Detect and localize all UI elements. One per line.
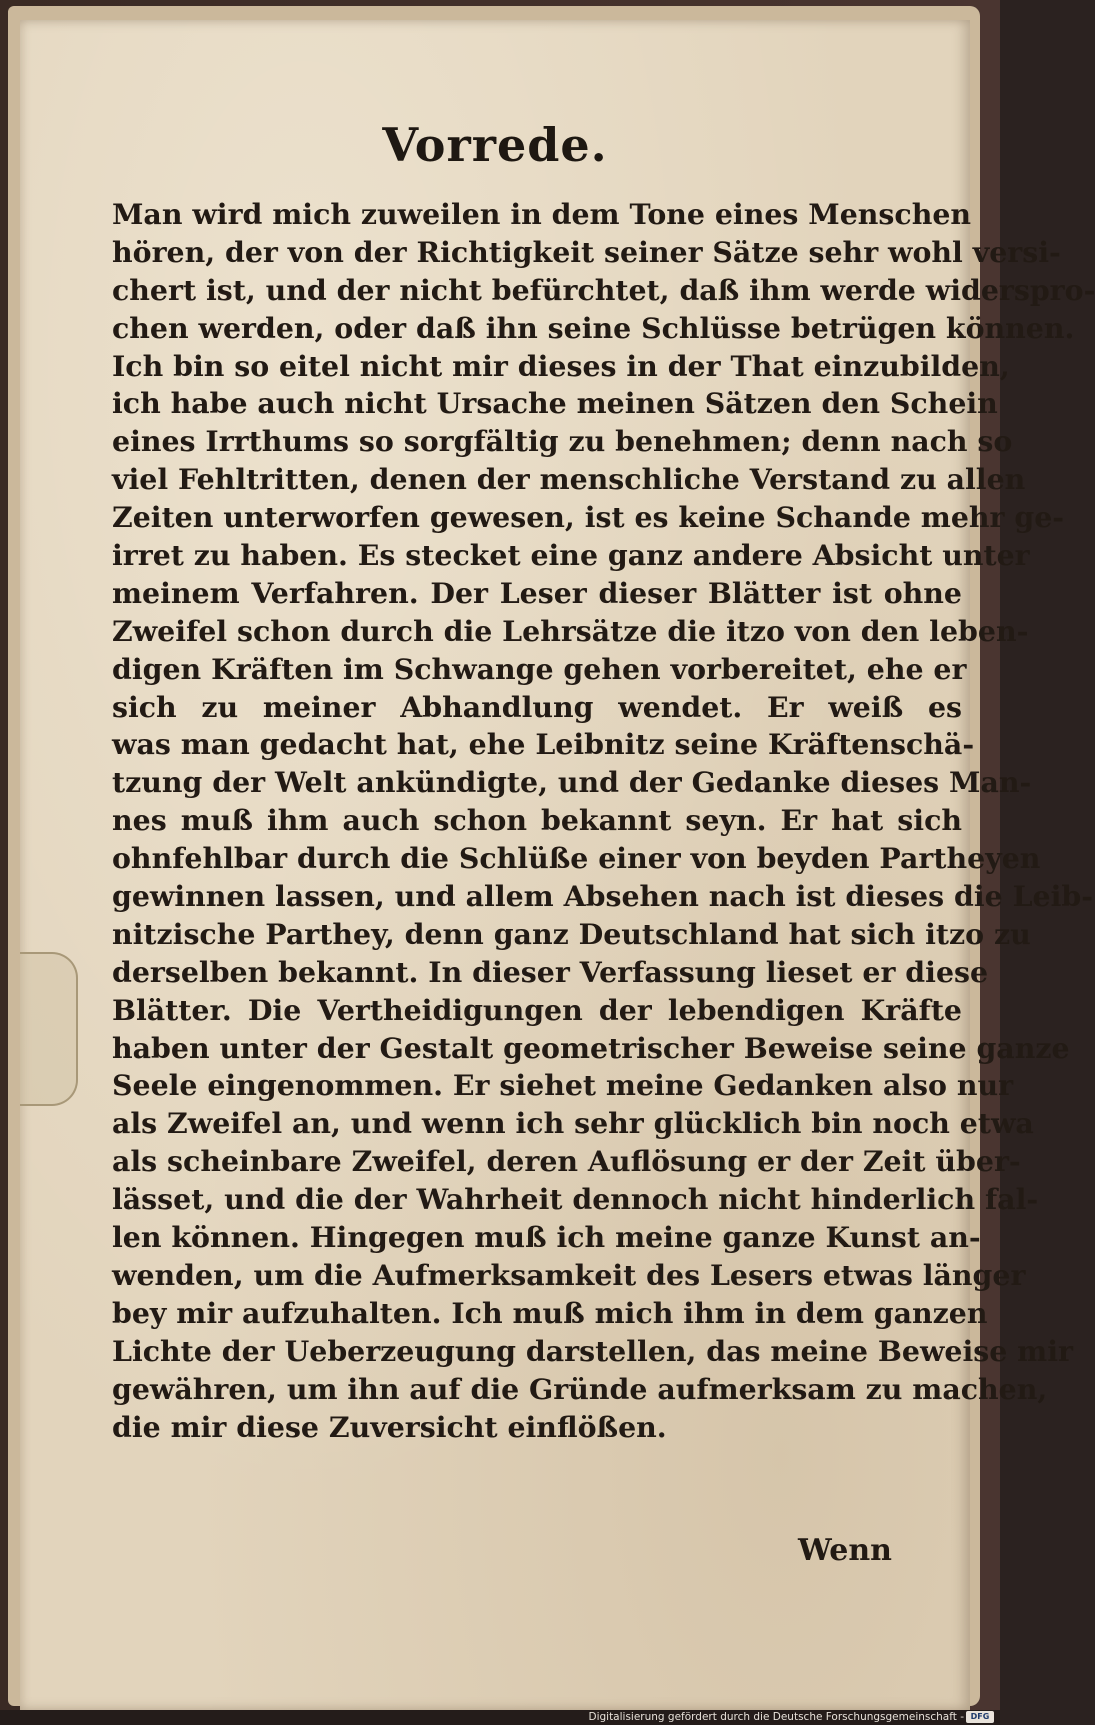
page-clip-tab	[20, 952, 78, 1106]
text-line: sich zu meiner Abhandlung wendet. Er weiß es	[112, 689, 962, 724]
text-line: irret zu haben. Es stecket eine ganz andere Absicht unter	[112, 538, 1030, 573]
text-line: hören, der von der Richtigkeit seiner Sätze sehr wohl versi-	[112, 234, 1061, 269]
text-line: Lichte der Ueberzeugung darstellen, das meine Beweise mir	[112, 1333, 1073, 1368]
text-line: Zweifel schon durch die Lehrsätze die itzo von den leben-	[112, 613, 1029, 648]
catchword: Wenn	[798, 1533, 892, 1568]
text-line: nitzische Parthey, denn ganz Deutschland hat sich itzo zu	[112, 916, 1031, 951]
text-line: ohnfehlbar durch die Schlüße einer von beyden Partheyen	[112, 841, 1041, 876]
text-line: digen Kräften im Schwange gehen vorbereitet, ehe er	[112, 651, 967, 686]
text-line: gewinnen lassen, und allem Absehen nach ist dieses die Leib-	[112, 879, 1094, 914]
text-line: Ich bin so eitel nicht mir dieses in der That einzubilden,	[112, 348, 1010, 383]
text-line: len können. Hingegen muß ich meine ganze Kunst an-	[112, 1220, 981, 1255]
text-line: chert ist, und der nicht befürchtet, daß ihm werde widerspro-	[112, 272, 1095, 307]
text-line: bey mir aufzuhalten. Ich muß mich ihm in dem ganzen	[112, 1295, 988, 1330]
text-line: nes muß ihm auch schon bekannt seyn. Er hat sich	[112, 803, 962, 838]
page-header: Vorrede.	[382, 118, 608, 172]
text-line: Zeiten unterworfen gewesen, ist es keine Schande mehr ge-	[112, 500, 1065, 535]
text-line: Seele eingenommen. Er siehet meine Gedanken also nur	[112, 1068, 1014, 1103]
text-line: tzung der Welt ankündigte, und der Gedanke dieses Man-	[112, 765, 1032, 800]
text-line: die mir diese Zuversicht einflößen.	[112, 1409, 667, 1444]
text-line: viel Fehltritten, denen der menschliche Verstand zu allen	[112, 462, 1026, 497]
text-line: Man wird mich zuweilen in dem Tone eines Menschen	[112, 197, 972, 231]
text-line: ich habe auch nicht Ursache meinen Sätzen den Schein	[112, 386, 998, 421]
digitization-credit: Digitalisierung gefördert durch die Deutsche Forschungsgemeinschaft -	[588, 1711, 964, 1723]
text-line: derselben bekannt. In dieser Verfassung lieset er diese	[112, 954, 989, 989]
text-line: gewähren, um ihn auf die Gründe aufmerksam zu machen,	[112, 1371, 1048, 1406]
text-line: Blätter. Die Vertheidigungen der lebendigen Kräfte	[112, 992, 962, 1027]
text-line: haben unter der Gestalt geometrischer Beweise seine ganze	[112, 1030, 1070, 1065]
text-line: meinem Verfahren. Der Leser dieser Blätter ist ohne	[112, 575, 962, 610]
book-page	[20, 20, 1095, 1710]
text-line: wenden, um die Aufmerksamkeit des Lesers etwas länger	[112, 1257, 1026, 1292]
dfg-logo: DFG	[966, 1711, 994, 1723]
text-line: chen werden, oder daß ihn seine Schlüsse betrügen können.	[112, 310, 1075, 345]
text-line: als scheinbare Zweifel, deren Auflösung er der Zeit über-	[112, 1144, 1021, 1179]
text-line: was man gedacht hat, ehe Leibnitz seine Kräftenschä-	[112, 727, 975, 762]
text-line: eines Irrthums so sorgfältig zu benehmen; denn nach so	[112, 424, 1013, 459]
body-text	[112, 196, 1095, 1446]
text-line: lässet, und die der Wahrheit dennoch nicht hinderlich fal-	[112, 1182, 1039, 1217]
text-line: als Zweifel an, und wenn ich sehr glücklich bin noch etwa	[112, 1106, 1034, 1141]
